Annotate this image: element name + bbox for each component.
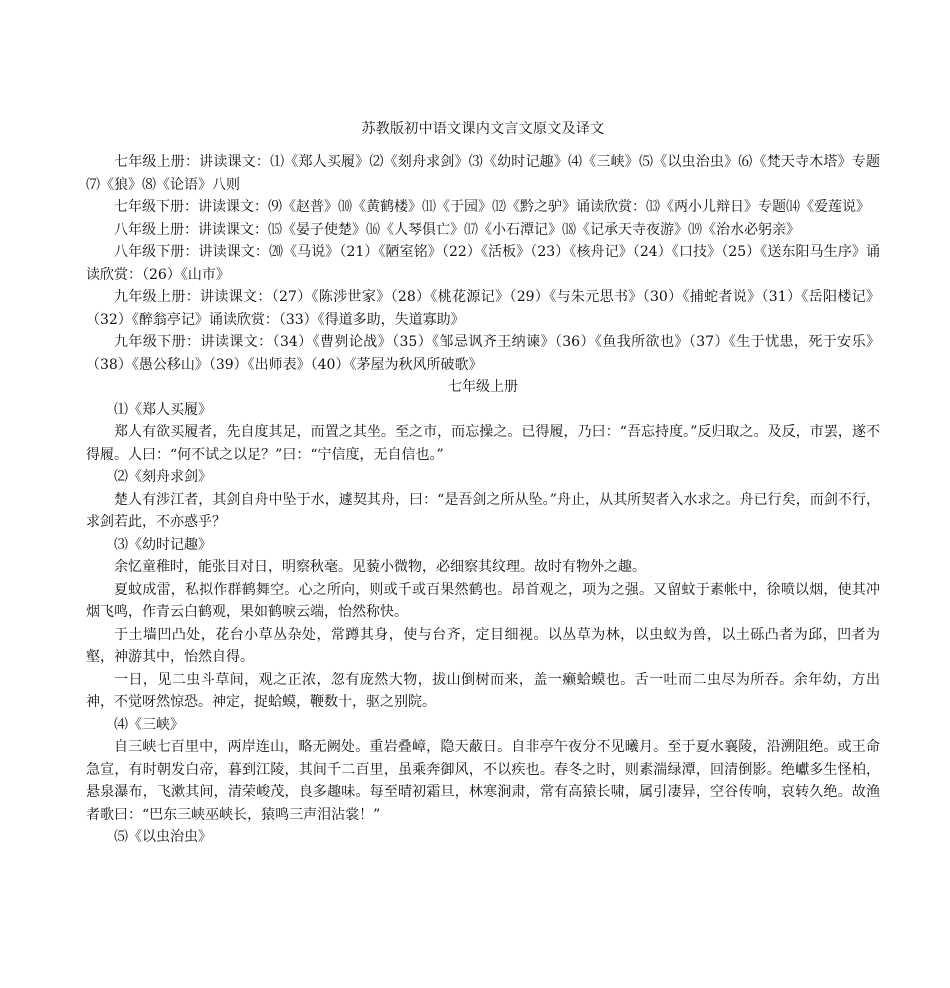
lesson-paragraph: 余忆童稚时，能张目对日，明察秋毫。见藐小微物，必细察其纹理。故时有物外之趣。 bbox=[114, 559, 646, 575]
lesson-paragraph: 楚人有涉江者，其剑自舟中坠于水，遽契其舟，曰：“是吾剑之所从坠。”舟止，从其所契者入水求之。舟已行矣，而剑不行，求剑若此，不亦惑乎？ bbox=[86, 491, 880, 530]
table-of-contents bbox=[86, 151, 880, 376]
lesson-paragraph: 夏蚊成雷，私拟作群鹤舞空。心之所向，则或千或百果然鹤也。昂首观之，项为之强。又留蚊于素帐中，徐喷以烟，使其冲烟飞鸣，作青云白鹤观，果如鹤唳云端，怡然称快。 bbox=[86, 581, 880, 620]
toc-grade9-vol2: 九年级下册：讲读课文：（34）《曹刿论战》（35）《邹忌讽齐王纳谏》（36）《鱼我所欲也》（37）《生于忧患，死于安乐》（38）《愚公移山》（39）《出师表》（40）《茅屋为秋风所破歌》 bbox=[86, 334, 880, 373]
toc-grade7-vol2: 七年级下册：讲读课文：⑼《赵普》⑽《黄鹤楼》⑾《于园》⑿《黔之驴》诵读欣赏：⒀《两小儿辩日》专题⒁《爱莲说》 bbox=[114, 199, 870, 215]
lesson-title: ⑷《三峡》 bbox=[114, 716, 184, 733]
lesson-paragraph: 一日，见二虫斗草间，观之正浓，忽有庞然大物，拔山倒树而来，盖一癞蛤蟆也。舌一吐而二虫尽为所吞。余年幼，方出神，不觉呀然惊恐。神定，捉蛤蟆，鞭数十，驱之别院。 bbox=[86, 671, 880, 710]
document-page bbox=[86, 113, 880, 849]
lesson-title: ⑶《幼时记趣》 bbox=[114, 536, 212, 553]
document-body bbox=[86, 399, 880, 849]
lesson-title: ⑸《以虫治虫》 bbox=[114, 829, 212, 845]
lesson-paragraph: 郑人有欲买履者，先自度其足，而置之其坐。至之市，而忘操之。已得履，乃曰：“吾忘持度。”反归取之。及反，市罢，遂不得履。人曰：“何不试之以足？”曰：“宁信度，无自信也。” bbox=[86, 424, 880, 463]
section-heading: 七年级上册 bbox=[448, 379, 518, 395]
lesson-paragraph: 于土墙凹凸处，花台小草丛杂处，常蹲其身，使与台齐，定目细视。以丛草为林，以虫蚁为兽，以土砾凸者为邱，凹者为壑，神游其中，怡然自得。 bbox=[86, 626, 880, 665]
toc-grade9-vol1: 九年级上册：讲读课文：（27）《陈涉世家》（28）《桃花源记》（29）《与朱元思书》（30）《捕蛇者说》（31）《岳阳楼记》（32）《醉翁亭记》诵读欣赏：（33）《得道多助，失道寡助》 bbox=[86, 289, 880, 328]
lesson-title: ⑵《刻舟求剑》 bbox=[114, 469, 212, 485]
toc-grade8-vol2: 八年级下册：讲读课文：⒇《马说》（21）《陋室铭》（22）《活板》（23）《核舟记》（24）《口技》（25）《送东阳马生序》诵读欣赏：（26）《山市》 bbox=[86, 244, 880, 283]
lesson-title: ⑴《郑人买履》 bbox=[114, 401, 212, 418]
document-title: 苏教版初中语文课内文言文原文及译文 bbox=[361, 121, 605, 137]
lesson-paragraph: 自三峡七百里中，两岸连山，略无阙处。重岩叠嶂，隐天蔽日。自非亭午夜分不见曦月。至于夏水襄陵，沿溯阻绝。或王命急宣，有时朝发白帝，暮到江陵，其间千二百里，虽乘奔御风，不以疾也。春冬之时，则素湍绿潭，回清倒影。绝巘多生怪柏，悬泉瀑布，飞漱其间，清荣峻茂，良多趣味。每至晴初霜旦，林寒涧肃，常有高猿长啸，属引凄异，空谷传响，哀转久绝。故渔者歌曰：“巴东三峡巫峡长，猿鸣三声泪沾裳！” bbox=[86, 739, 880, 823]
toc-grade7-vol1: 七年级上册：讲读课文：⑴《郑人买履》⑵《刻舟求剑》⑶《幼时记趣》⑷《三峡》⑸《以虫治虫》⑹《梵天寺木塔》专题⑺《狼》⑻《论语》八则 bbox=[86, 154, 880, 193]
toc-grade8-vol1: 八年级上册：讲读课文：⒂《晏子使楚》⒃《人琴俱亡》⒄《小石潭记》⒅《记承天寺夜游》⒆《治水必躬亲》 bbox=[114, 221, 800, 238]
